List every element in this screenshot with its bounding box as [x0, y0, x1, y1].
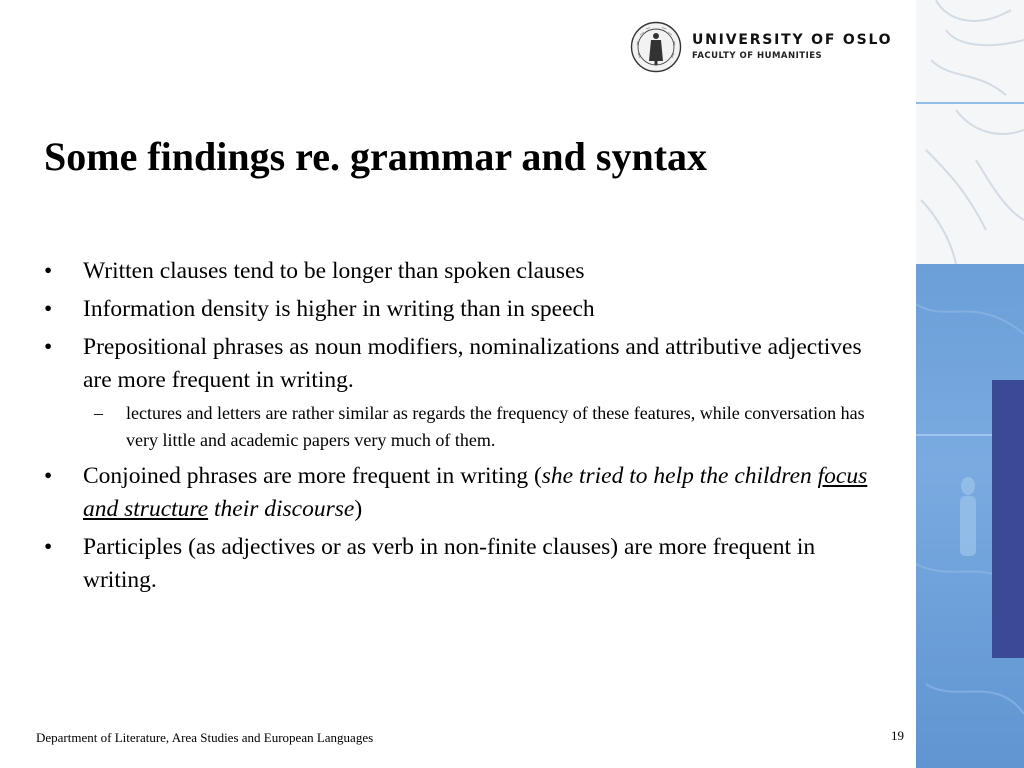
logo-text: [692, 31, 892, 63]
statue-relief-icon: [916, 0, 1024, 264]
faculty-name: FACULTY OF HUMANITIES: [692, 51, 823, 61]
bullet-item: • Participles (as adjectives or as verb in non-finite clauses) are more frequent in writing.: [44, 531, 884, 597]
bullet-text: Prepositional phrases as noun modifiers, nominalizations and attributive adjectives are more frequent in writing.: [83, 334, 862, 393]
bullet-list: [44, 255, 884, 602]
band-divider-line: [916, 102, 1024, 104]
university-name: UNIVERSITY OF OSLO: [692, 32, 893, 48]
bullet-item: [44, 460, 884, 526]
university-logo: [630, 20, 892, 74]
sub-bullet-item: – lectures and letters are rather similar as regards the frequency of these features, while conversation has very little and academic papers very much of them.: [83, 400, 884, 454]
bullet-item: • Written clauses tend to be longer than spoken clauses: [44, 255, 884, 288]
bullet-item: [44, 331, 884, 454]
page-number: 19: [891, 728, 904, 743]
band-top-panel: [916, 0, 1024, 264]
slide-title: Some findings re. grammar and syntax: [44, 134, 708, 179]
university-seal-icon: [630, 21, 682, 73]
decorative-dark-block: [992, 380, 1024, 658]
example-end: their discourse: [208, 496, 355, 522]
sub-bullet-list: [83, 400, 884, 454]
footer-department: Department of Literature, Area Studies and European Languages: [36, 730, 374, 745]
bullet-item: • Information density is higher in writing than in speech: [44, 293, 884, 326]
bullet-text: Conjoined phrases are more frequent in writing (: [83, 463, 542, 489]
bullet-text-end: ): [354, 496, 363, 522]
example-start: she tried to help the children: [541, 463, 818, 489]
example-underlined: focus and structure: [83, 463, 868, 522]
